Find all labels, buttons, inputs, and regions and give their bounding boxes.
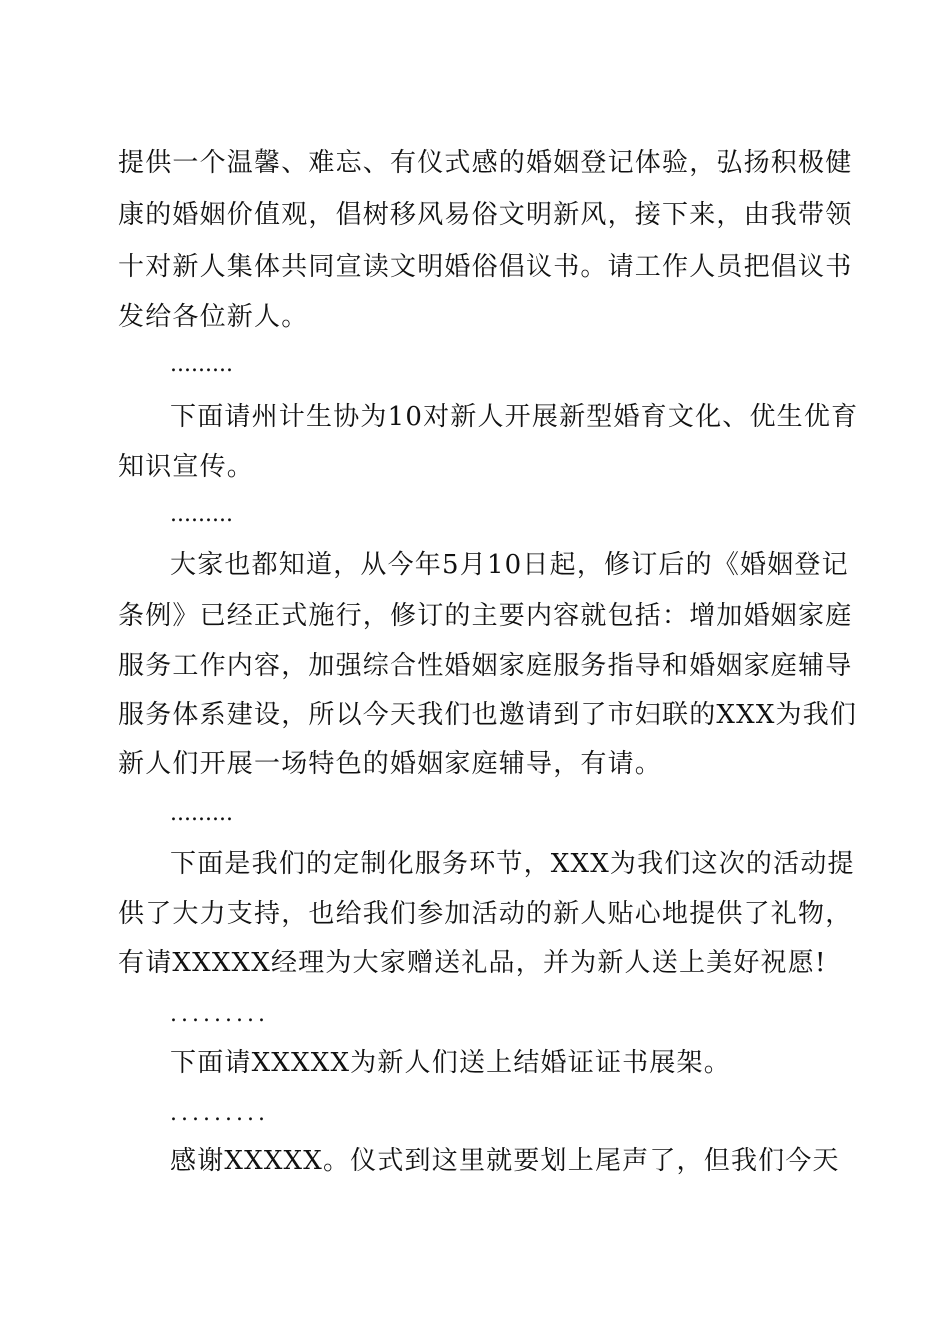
ellipsis-separator: ......... (170, 1101, 269, 1126)
paragraph-line: 感谢XXXXX。仪式到这里就要划上尾声了，但我们今天 (170, 1146, 840, 1176)
ellipsis-separator: ......... (170, 352, 233, 377)
paragraph-line: 条例》已经正式施行，修订的主要内容就包括：增加婚姻家庭 (118, 601, 853, 631)
paragraph-line: 提供一个温馨、难忘、有仪式感的婚姻登记体验，弘扬积极健 (118, 148, 853, 178)
paragraph-line: 下面请州计生协为10对新人开展新型婚育文化、优生优育 (170, 402, 859, 432)
paragraph-line: 知识宣传。 (118, 452, 255, 482)
paragraph-line: 十对新人集体共同宣读文明婚俗倡议书。请工作人员把倡议书 (118, 252, 853, 282)
paragraph-line: 下面是我们的定制化服务环节，XXX为我们这次的活动提 (170, 849, 855, 879)
paragraph-line: 有请XXXXX经理为大家赠送礼品，并为新人送上美好祝愿! (118, 948, 827, 978)
paragraph-line: 下面请XXXXX为新人们送上结婚证证书展架。 (170, 1048, 731, 1078)
paragraph-line: 服务工作内容，加强综合性婚姻家庭服务指导和婚姻家庭辅导 (118, 651, 853, 681)
ellipsis-separator: ......... (170, 801, 233, 826)
paragraph-line: 发给各位新人。 (118, 302, 309, 332)
paragraph-line: 服务体系建设，所以今天我们也邀请到了市妇联的XXX为我们 (118, 700, 858, 730)
paragraph-line: 大家也都知道，从今年5月10日起，修订后的《婚姻登记 (170, 550, 849, 580)
ellipsis-separator: ......... (170, 502, 233, 527)
paragraph-line: 供了大力支持，也给我们参加活动的新人贴心地提供了礼物， (118, 899, 853, 929)
ellipsis-separator: ......... (170, 1002, 269, 1027)
paragraph-line: 新人们开展一场特色的婚姻家庭辅导，有请。 (118, 749, 663, 779)
paragraph-line: 康的婚姻价值观，倡树移风易俗文明新风，接下来，由我带领 (118, 200, 853, 230)
